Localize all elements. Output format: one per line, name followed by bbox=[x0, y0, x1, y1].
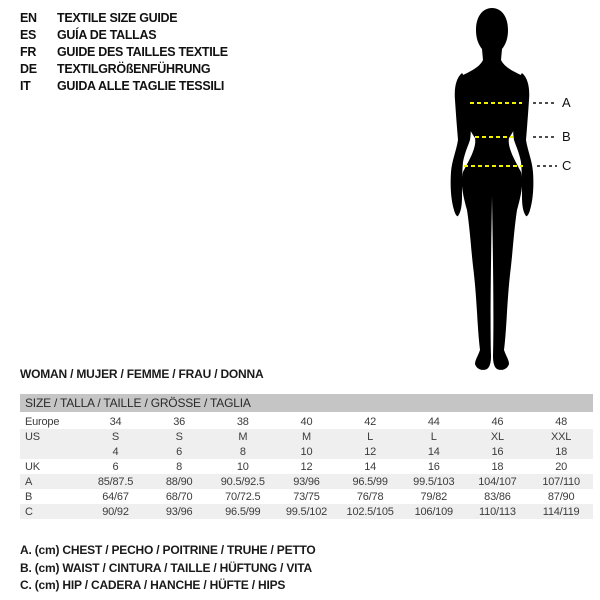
language-row-de bbox=[20, 61, 228, 78]
chest-marker-label: A bbox=[562, 95, 571, 110]
cell: 64/67 bbox=[102, 490, 129, 503]
cell: 14 bbox=[402, 444, 466, 459]
cell: 99.5/102 bbox=[275, 504, 339, 519]
language-code: IT bbox=[20, 79, 31, 93]
cell: 104/107 bbox=[466, 474, 530, 489]
cell: L bbox=[402, 429, 466, 444]
size-table-header-row bbox=[20, 394, 593, 413]
cell: 8 bbox=[211, 444, 275, 459]
cell: 18 bbox=[529, 444, 593, 459]
cell: 68/70 bbox=[165, 490, 193, 503]
cell: 6 bbox=[147, 444, 211, 459]
waist-marker-label: B bbox=[562, 129, 571, 144]
cell: 107/110 bbox=[529, 474, 593, 489]
size-table bbox=[20, 394, 593, 519]
row-label: US bbox=[20, 429, 84, 444]
cell: 93/96 bbox=[275, 474, 339, 489]
cell: 8 bbox=[176, 460, 183, 473]
guide-title: TEXTILE SIZE GUIDE bbox=[57, 11, 178, 25]
cell: 83/86 bbox=[484, 490, 511, 503]
row-label: C bbox=[20, 504, 84, 519]
cell: 34 bbox=[109, 415, 122, 428]
cell: S bbox=[84, 429, 148, 444]
row-label bbox=[20, 444, 84, 459]
cell: 18 bbox=[491, 460, 504, 473]
silhouette-body bbox=[458, 8, 527, 370]
cell: 14 bbox=[364, 460, 377, 473]
cell: 16 bbox=[466, 444, 530, 459]
language-row-fr bbox=[20, 44, 228, 61]
legend-chest: A. (cm) CHEST / PECHO / POITRINE / TRUHE / PETTO bbox=[20, 543, 316, 557]
cell: M bbox=[275, 429, 339, 444]
cell: 48 bbox=[555, 415, 568, 428]
language-title-list bbox=[20, 10, 228, 95]
cell: 79/82 bbox=[420, 490, 448, 503]
cell: 40 bbox=[300, 415, 313, 428]
table-row-waist bbox=[20, 489, 593, 504]
guide-title: GUÍA DE TALLAS bbox=[57, 28, 157, 42]
woman-silhouette-figure bbox=[395, 0, 600, 378]
row-label: B bbox=[25, 490, 33, 503]
cell: 99.5/103 bbox=[402, 474, 466, 489]
size-table-header: SIZE / TALLA / TAILLE / GRÖSSE / TAGLIA bbox=[20, 394, 593, 413]
cell: 96.5/99 bbox=[338, 474, 402, 489]
cell: 12 bbox=[300, 460, 313, 473]
table-row-us-numeric bbox=[20, 444, 593, 459]
legend-waist: B. (cm) WAIST / CINTURA / TAILLE / HÜFTUNG / VITA bbox=[20, 560, 312, 575]
cell: 87/90 bbox=[547, 490, 575, 503]
table-row-europe bbox=[20, 413, 593, 429]
table-row-us bbox=[20, 429, 593, 444]
cell: 38 bbox=[236, 415, 249, 428]
table-row-hip bbox=[20, 504, 593, 519]
cell: 16 bbox=[427, 460, 440, 473]
cell: 90.5/92.5 bbox=[211, 474, 275, 489]
table-group-title: WOMAN / MUJER / FEMME / FRAU / DONNA bbox=[20, 367, 264, 381]
guide-title: GUIDA ALLE TAGLIE TESSILI bbox=[57, 79, 225, 93]
cell: 76/78 bbox=[356, 490, 384, 503]
cell: 12 bbox=[338, 444, 402, 459]
cell: 114/119 bbox=[529, 504, 593, 519]
table-row-uk bbox=[20, 459, 593, 474]
guide-title: TEXTILGRÖßENFÜHRUNG bbox=[57, 62, 211, 76]
cell: 85/87.5 bbox=[84, 474, 148, 489]
language-row-en bbox=[20, 10, 228, 27]
cell: 4 bbox=[84, 444, 148, 459]
cell: 20 bbox=[555, 460, 568, 473]
cell: L bbox=[338, 429, 402, 444]
language-code: FR bbox=[20, 45, 37, 59]
cell: 6 bbox=[112, 460, 119, 473]
cell: 110/113 bbox=[466, 504, 530, 519]
cell: 10 bbox=[275, 444, 339, 459]
cell: 90/92 bbox=[84, 504, 148, 519]
cell: 73/75 bbox=[293, 490, 320, 503]
language-code: EN bbox=[20, 11, 37, 25]
cell: S bbox=[147, 429, 211, 444]
cell: 42 bbox=[364, 415, 377, 428]
language-code: DE bbox=[20, 62, 37, 76]
legend-hip: C. (cm) HIP / CADERA / HANCHE / HÜFTE / HIPS bbox=[20, 578, 286, 593]
cell: 93/96 bbox=[147, 504, 211, 519]
cell: M bbox=[211, 429, 275, 444]
cell: 10 bbox=[236, 460, 249, 473]
cell: 102.5/105 bbox=[338, 504, 402, 519]
cell: 44 bbox=[427, 415, 440, 428]
table-row-chest bbox=[20, 474, 593, 489]
cell: 96.5/99 bbox=[211, 504, 275, 519]
row-label: Europe bbox=[25, 415, 60, 428]
guide-title: GUIDE DES TAILLES TEXTILE bbox=[57, 45, 228, 59]
hip-marker-label: C bbox=[562, 158, 572, 173]
cell: 70/72.5 bbox=[225, 490, 261, 503]
measurement-legend bbox=[20, 542, 316, 595]
measurement-figure bbox=[395, 0, 600, 378]
language-code: ES bbox=[20, 28, 37, 42]
row-label: A bbox=[20, 474, 84, 489]
cell: XXL bbox=[529, 429, 593, 444]
language-row-it bbox=[20, 78, 228, 95]
row-label: UK bbox=[25, 460, 40, 473]
cell: XL bbox=[466, 429, 530, 444]
cell: 46 bbox=[491, 415, 504, 428]
language-row-es bbox=[20, 27, 228, 44]
cell: 88/90 bbox=[147, 474, 211, 489]
cell: 106/109 bbox=[402, 504, 466, 519]
cell: 36 bbox=[173, 415, 186, 428]
